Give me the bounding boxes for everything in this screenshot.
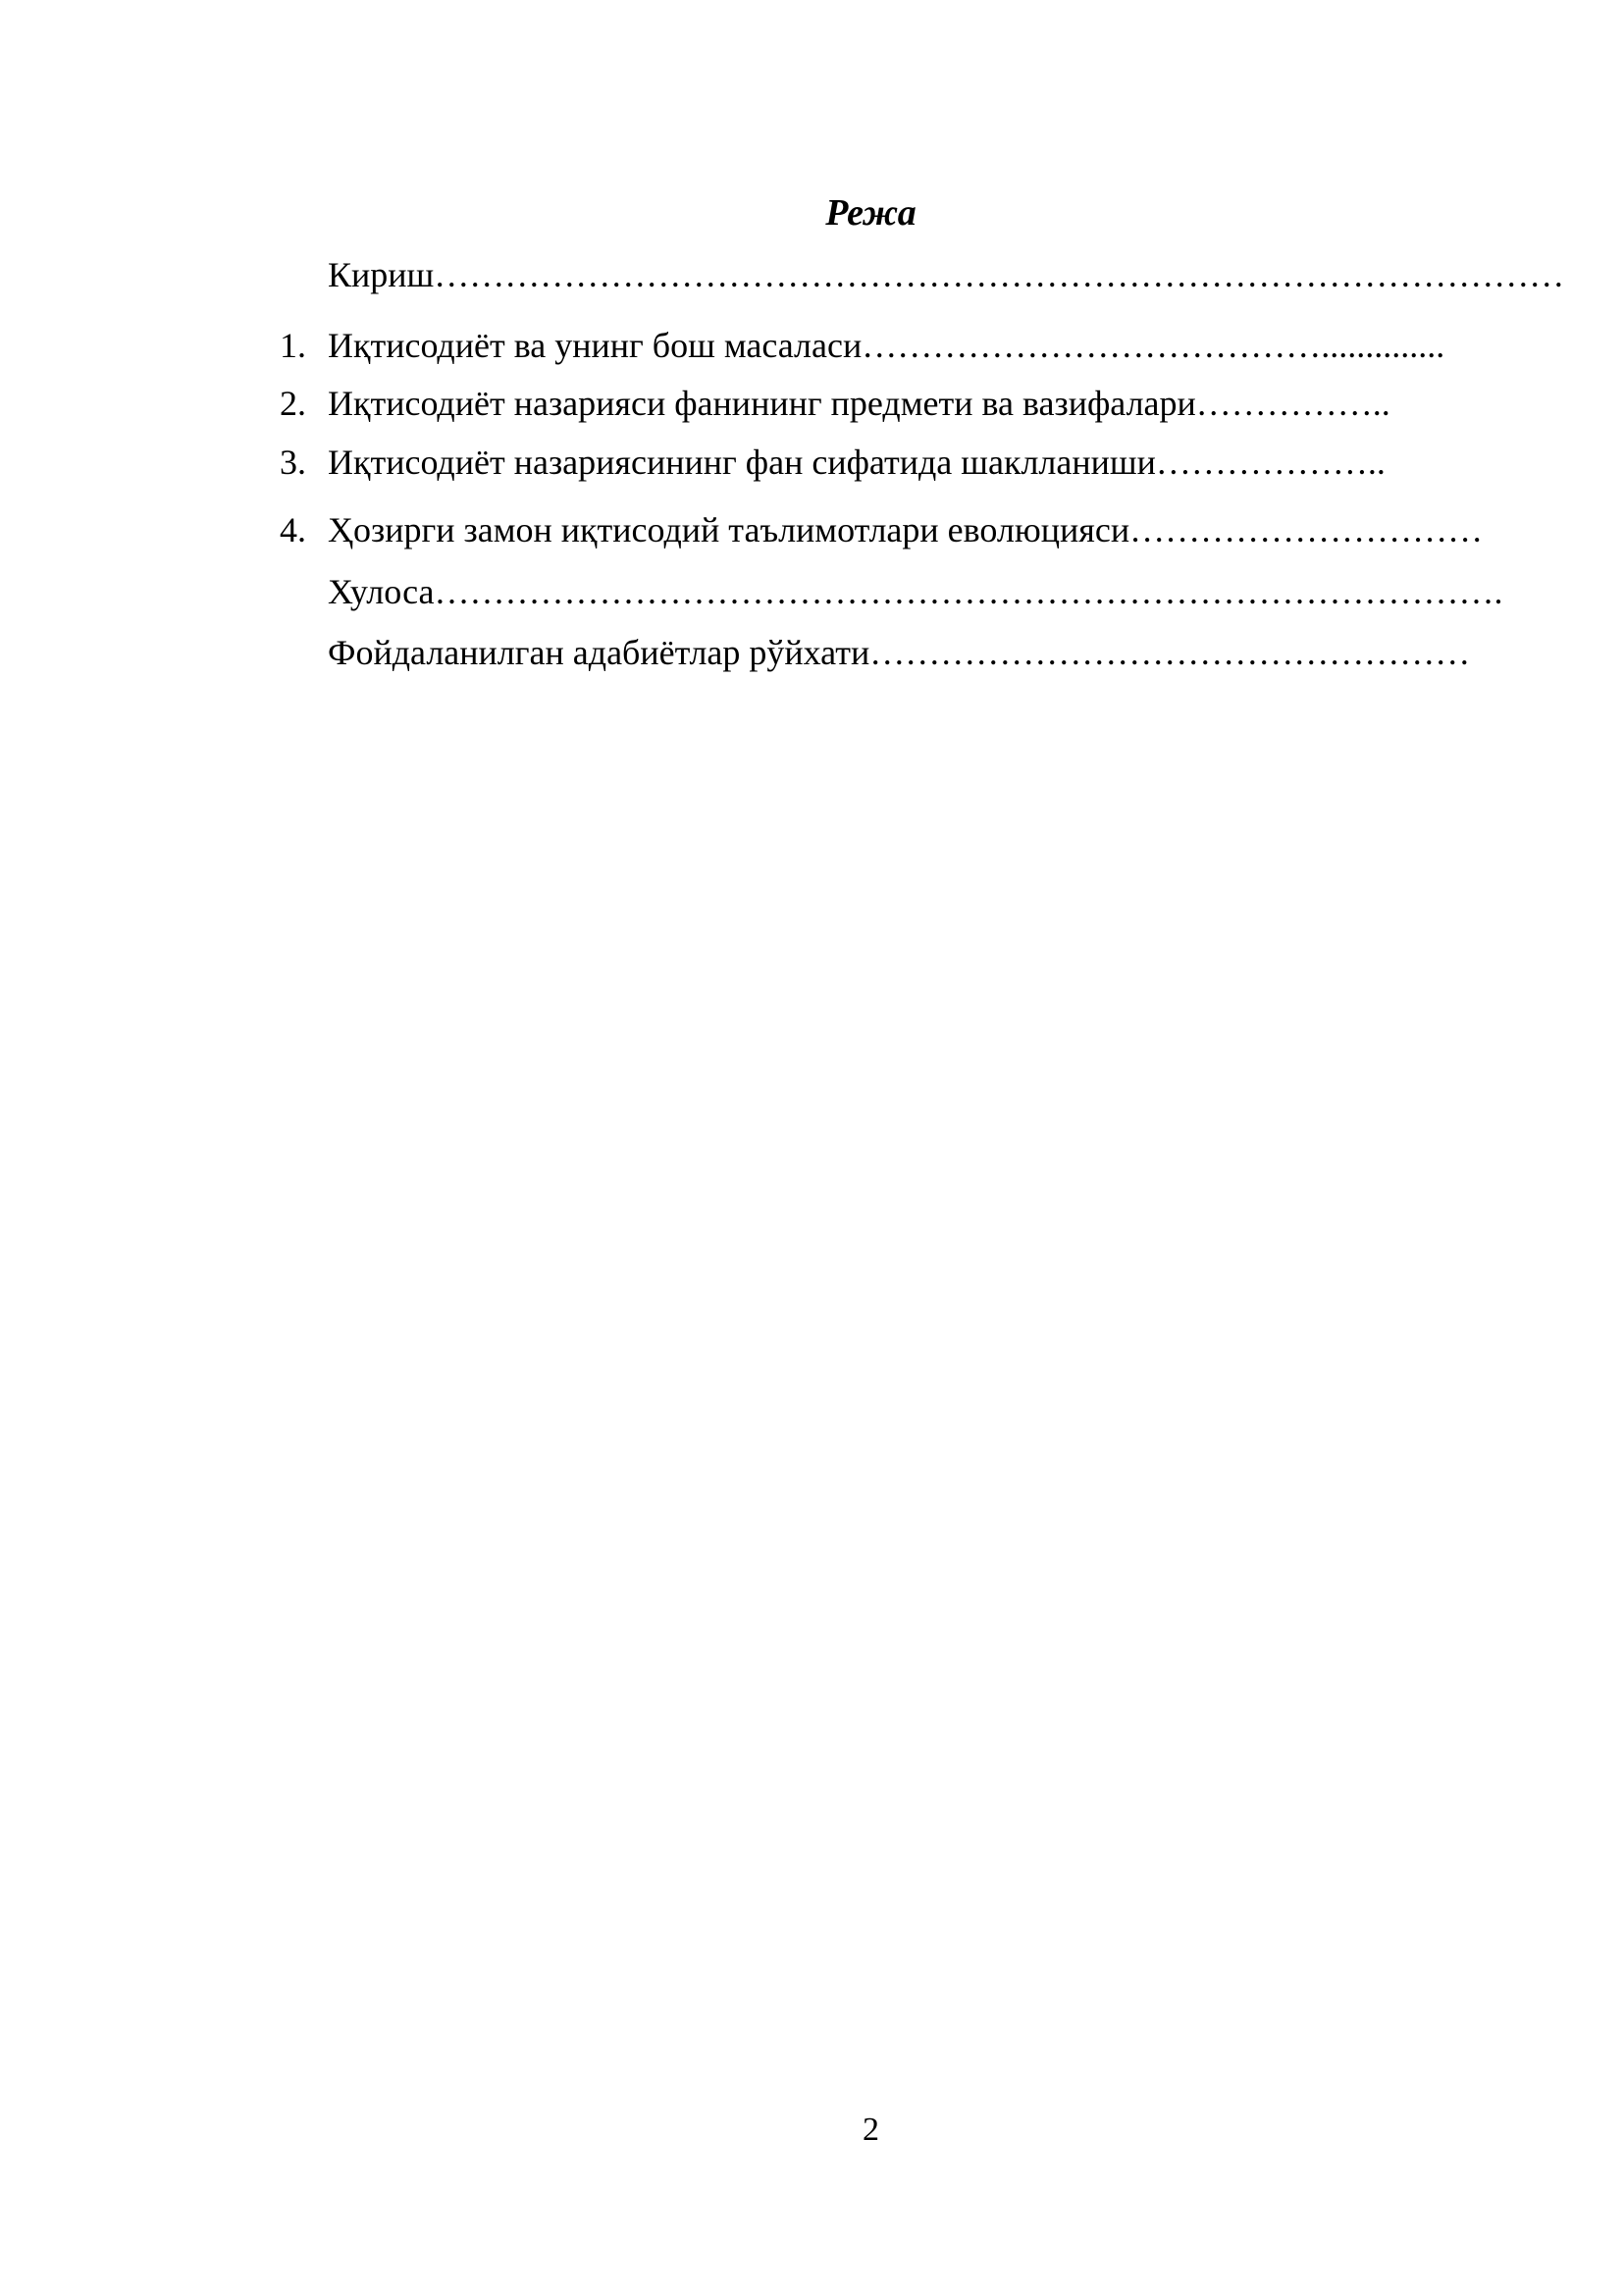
toc-item-text: Фойдаланилган адабиётлар рўйхати…………………………………………… xyxy=(328,633,1471,672)
toc-item-number: 1. xyxy=(280,326,306,365)
toc-item-text: Хулоса………………………………………………………………………………. xyxy=(328,572,1503,611)
toc-item-number: 2. xyxy=(280,384,306,423)
toc-item-text: Ҳозирги замон иқтисодий таълимотлари еволюцияси………………………… xyxy=(328,510,1484,549)
toc-item-number: 3. xyxy=(280,443,306,482)
page-number: 2 xyxy=(863,2112,879,2148)
toc-item-number: 4. xyxy=(280,510,306,549)
toc-item-text: Иқтисодиёт назариясининг фан сифатида шаклланиши……………….. xyxy=(328,443,1386,482)
toc-item-text: Кириш…………………………………………………………………………………… xyxy=(328,255,1565,294)
page-title: Режа xyxy=(825,192,917,234)
toc-item-text: Иқтисодиёт назарияси фанининг предмети ва вазифалари…………….. xyxy=(328,384,1390,423)
toc-item-text: Иқтисодиёт ва унинг бош масаласи………………………………….............. xyxy=(328,326,1445,365)
